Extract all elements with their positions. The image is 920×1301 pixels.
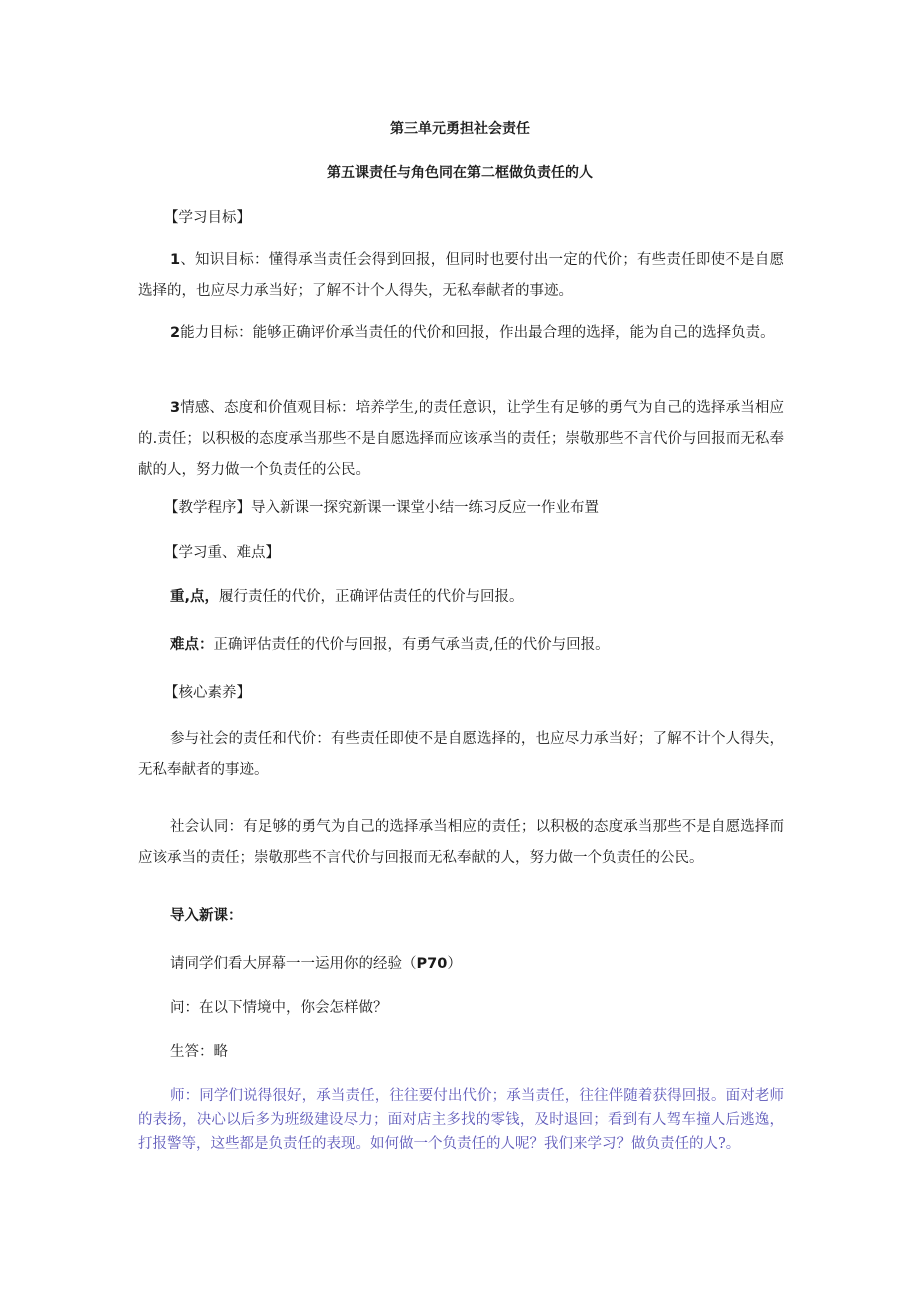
teacher-remark: 师：同学们说得很好，承当责任，往往要付出代价；承当责任，往往伴随着获得回报。面对老师的表扬，决心以后多为班级建设尽力；面对店主多找的零钱，及时退回；看到有人驾车撞人后逃逸，打报警等，这些都是负责任的表现。如何做一个负责任的人呢？我们来学习？做负责任的人?。	[138, 1088, 784, 1152]
goal-1-number: 1	[170, 252, 181, 268]
question: 问：在以下情境中，你会怎样做？	[170, 1000, 388, 1016]
goal-2-number: 2	[170, 325, 181, 341]
difficult-point-text: 正确评估责任的代价与回报，有勇气承当责,任的代价与回报。	[213, 637, 610, 653]
intro-prompt-text: 请同学们看大屏幕一一运用你的经验（	[170, 956, 417, 972]
goal-2-text: 能力目标：能够正确评价承当责任的代价和回报，作出最合理的选择，能为自己的选择负责。	[180, 325, 775, 341]
difficult-point	[170, 634, 610, 656]
difficult-point-label: 难点：	[170, 637, 214, 653]
literacy-paragraph-2: 社会认同：有足够的勇气为自己的选择承当相应的责任；以积极的态度承当那些不是自愿选择而应该承当的责任；崇敬那些不言代价与回报而无私奉献的人，努力做一个负责任的公民。	[138, 819, 784, 866]
key-point-text: 履行责任的代价，正确评估责任的代价与回报。	[219, 589, 524, 605]
answer: 生答：略	[170, 1044, 228, 1060]
intro-prompt-end: ）	[447, 956, 462, 972]
goal-1-text: 、知识目标：懂得承当责任会得到回报，但同时也要付出一定的代价；有些责任即使不是自愿选择的，也应尽力承当好；了解不计个人得失，无私奉献者的事迹。	[138, 252, 784, 299]
heading-key-points: 【学习重、难点】	[164, 545, 280, 561]
goal-3	[138, 393, 784, 486]
goal-2	[138, 318, 784, 349]
key-point	[170, 586, 524, 608]
intro-prompt	[170, 953, 462, 975]
heading-learning-goals: 【学习目标】	[164, 210, 251, 226]
teaching-procedure: 【教学程序】导入新课一探究新课一课堂小结一练习反应一作业布置	[164, 500, 599, 516]
goal-1	[138, 245, 784, 307]
lesson-title: 第五课责任与角色同在第二框做负责任的人	[327, 165, 593, 181]
intro-prompt-page: P70	[416, 956, 448, 972]
key-point-label: 重,点，	[170, 589, 220, 605]
literacy-paragraph-1: 参与社会的责任和代价：有些责任即使不是自愿选择的，也应尽力承当好；了解不计个人得失，无私奉献者的事迹。	[138, 731, 784, 778]
goal-3-number: 3	[170, 400, 181, 416]
intro-heading: 导入新课：	[170, 908, 243, 924]
heading-core-literacy: 【核心素养】	[164, 685, 251, 701]
unit-title: 第三单元勇担社会责任	[390, 121, 530, 137]
goal-3-text: 情感、态度和价值观目标：培养学生,的责任意识，让学生有足够的勇气为自己的选择承当相应的.责任；以积极的态度承当那些不是自愿选择而应该承当的责任；崇敬那些不言代价与回报而无私奉献的人，努力做一个负责任的公民。	[138, 400, 784, 478]
